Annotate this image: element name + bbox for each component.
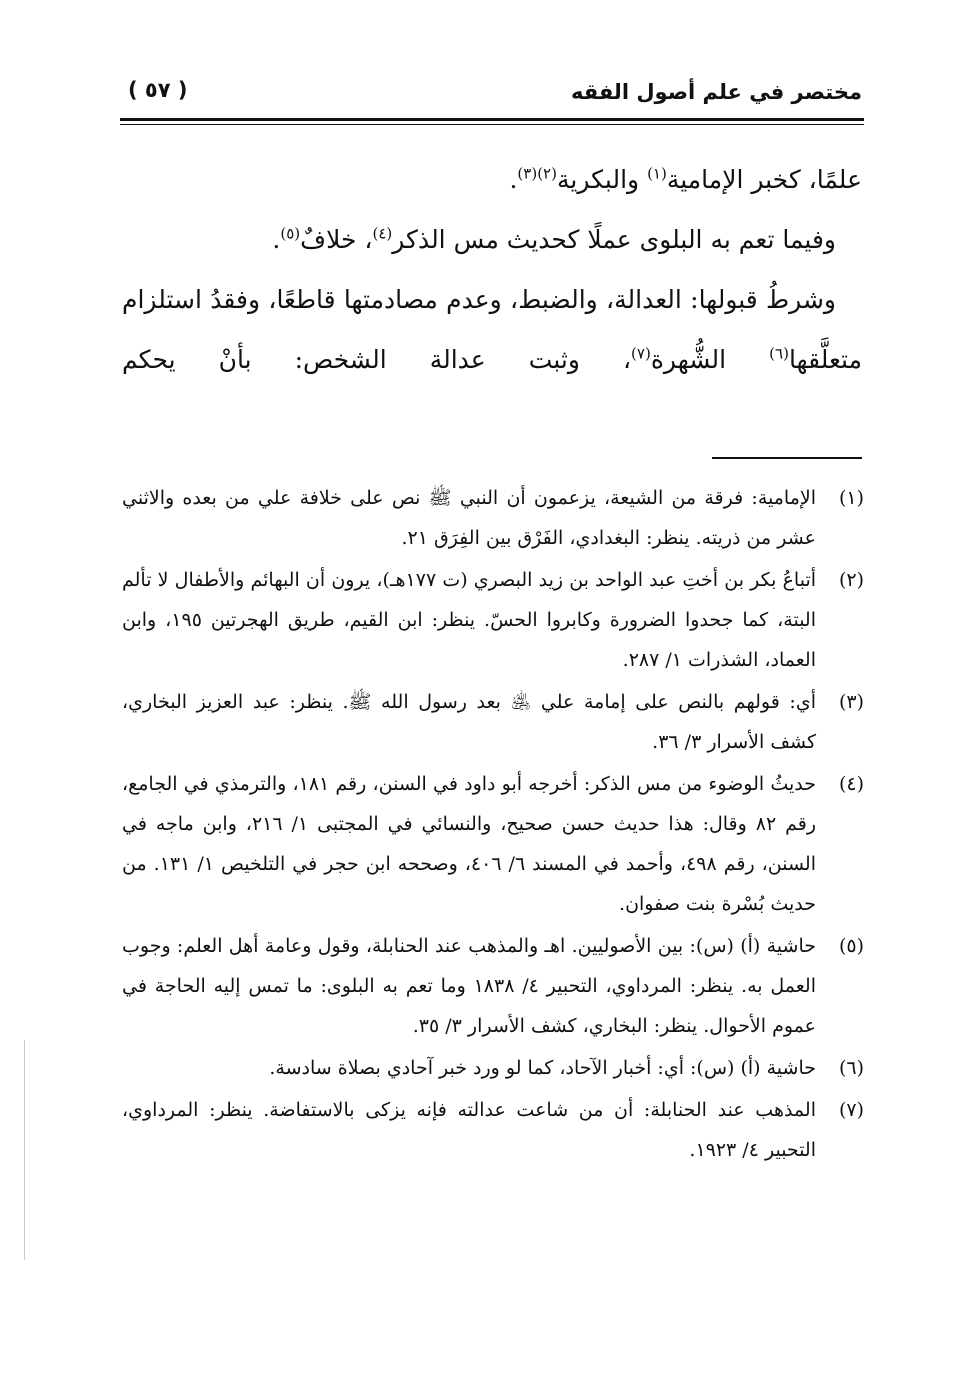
footnote-number: (١) bbox=[838, 487, 864, 509]
footnote-ref-2[interactable]: (٢) bbox=[537, 164, 557, 183]
footnote-separator bbox=[712, 457, 862, 459]
footnote-3 bbox=[122, 682, 864, 762]
footnote-text: حاشية (أ) (س): بين الأصوليين. اهـ والمذهب عند الحنابلة، وقول وعامة أهل العلم: وجوب العمل به. ينظر: المرداوي، التحبير ٤/ ١٨٣٨ وما تعم به البلوى: ما تمس إليه الحاجة في عموم الأحوال. ينظر: البخاري، كشف الأسرار ٣/ ٣٥. bbox=[122, 935, 816, 1037]
footnote-number: (٢) bbox=[838, 569, 864, 591]
footnote-ref-3[interactable]: (٣) bbox=[517, 164, 538, 183]
paragraph-3-text: وشرطُ قبولها: العدالة، والضبط، وعدم مصادمتها قاطعًا، وفقدُ استلزام متعلَّقها bbox=[122, 285, 862, 374]
header-rule-thin bbox=[120, 124, 864, 125]
page-number: ( ٥٧ ) bbox=[128, 78, 188, 102]
paragraph-2 bbox=[122, 210, 862, 270]
footnote-ref-7[interactable]: (٧) bbox=[631, 344, 651, 363]
footnote-text: الإمامية: فرقة من الشيعة، يزعمون أن النبي ﷺ نص على خلافة علي من بعده والاثني عشر من ذريته. ينظر: البغدادي، الفَرْق بين الفِرَق ٢١. bbox=[122, 487, 816, 549]
paragraph-3-text-2: الشُّهرة bbox=[650, 345, 770, 374]
footnote-5 bbox=[122, 926, 864, 1046]
footnote-6 bbox=[122, 1048, 864, 1088]
book-title: مختصر في علم أصول الفقه bbox=[570, 80, 862, 104]
footnote-number: (٦) bbox=[838, 1057, 864, 1079]
footnote-ref-1[interactable]: (١) bbox=[647, 164, 667, 183]
footnote-7 bbox=[122, 1090, 864, 1170]
footnote-ref-5[interactable]: (٥) bbox=[280, 224, 301, 243]
footnote-number: (٧) bbox=[838, 1099, 864, 1121]
paragraph-3 bbox=[122, 270, 862, 390]
page-header bbox=[122, 74, 862, 114]
footnote-number: (٤) bbox=[838, 773, 864, 795]
scan-margin-line bbox=[24, 1040, 25, 1260]
paragraph-1 bbox=[122, 150, 862, 210]
footnote-2 bbox=[122, 560, 864, 680]
footnotes-section bbox=[122, 478, 864, 1172]
footnote-1 bbox=[122, 478, 864, 558]
footnote-ref-6[interactable]: (٦) bbox=[769, 344, 789, 363]
paragraph-2-text-2: ، خلافٌ bbox=[300, 225, 373, 254]
main-text bbox=[122, 150, 862, 390]
footnote-ref-4[interactable]: (٤) bbox=[372, 224, 393, 243]
footnote-text: أتباعُ بكر بن أختِ عبد الواحد بن زيد البصري (ت ١٧٧هـ)، يرون أن البهائم والأطفال لا تألم البتة، كما جحدوا الضرورة وكابروا الحسّ. ينظر: ابن القيم، طريق الهجرتين ١٩٥، وابن العماد، الشذرات ١/ ٢٨٧. bbox=[122, 569, 817, 671]
paragraph-1-text-2: والبكرية bbox=[556, 165, 648, 194]
paragraph-2-text: وفيما تعم به البلوى عملًا كحديث مس الذكر bbox=[392, 225, 836, 254]
footnote-number: (٥) bbox=[838, 935, 864, 957]
header-rule-thick bbox=[120, 118, 864, 121]
footnote-number: (٣) bbox=[838, 691, 864, 713]
footnote-text: حاشية (أ) (س): أي: أخبار الآحاد، كما لو ورد خبر آحادي بصلاة سادسة. bbox=[269, 1057, 816, 1079]
paragraph-1-text: علمًا، كخبر الإمامية bbox=[666, 165, 862, 194]
footnote-text: المذهب عند الحنابلة: أن من شاعت عدالته فإنه يزكى بالاستفاضة. ينظر: المرداوي، التحبير ٤/ ١٩٢٣. bbox=[122, 1099, 816, 1161]
paragraph-2-end: . bbox=[272, 225, 281, 254]
footnote-text: حديثُ الوضوء من مس الذكر: أخرجه أبو داود في السنن، رقم ١٨١، والترمذي في الجامع، رقم ٨٢ وقال: هذا حديث حسن صحيح، والنسائي في المجتبى ١/ ٢١٦، وابن ماجه في السنن، رقم ٤٩٨، وأحمد في المسند ٦/ ٤٠٦، وصححه ابن حجر في التلخيص ١/ ١٣١. من حديث بُسْرة بنت صفوان. bbox=[122, 773, 817, 915]
paragraph-3-end: ، وثبت عدالة الشخص: بأنْ يحكم bbox=[122, 345, 632, 374]
paragraph-1-end: . bbox=[509, 165, 518, 194]
footnote-4 bbox=[122, 764, 864, 924]
footnote-text: أي: قولهم بالنص على إمامة علي ﵁ بعد رسول الله ﷺ. ينظر: عبد العزيز البخاري، كشف الأسرار ٣/ ٣٦. bbox=[122, 691, 816, 753]
